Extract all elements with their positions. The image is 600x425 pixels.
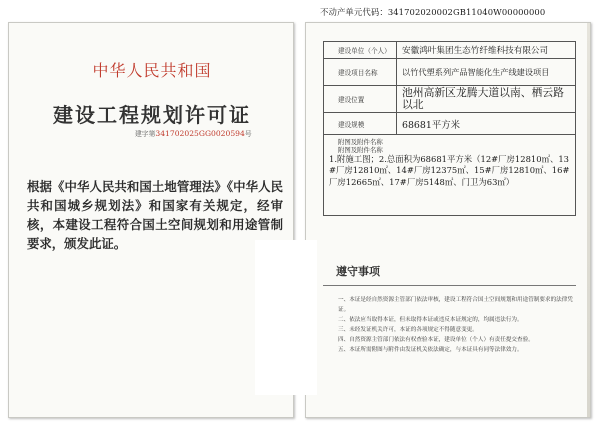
property-unit-code (320, 6, 592, 20)
row-key: 建设规模 (324, 113, 397, 134)
page-edge (587, 23, 590, 417)
redaction-block (255, 240, 317, 395)
row-key: 建设单位（个人） (324, 42, 397, 58)
row-key: 建设位置 (324, 86, 397, 112)
row-value: 以竹代塑系列产品智能化生产线建设项目 (402, 66, 550, 77)
certificate-number (135, 128, 287, 140)
attachments-label (338, 138, 383, 154)
table-row (324, 42, 575, 59)
row-value: 68681平方米 (402, 119, 460, 131)
attachments-text: 1.附施工图；2.总面积为68681平方米（12#厂房12810㎡、13#厂房12810㎡、14#厂房12375㎡、15#厂房12810㎡、16#厂房12665㎡、17#厂房5148㎡、门卫为63㎡） (329, 154, 570, 187)
list-item: 五、本证所需附图与附件由发证机关依法确定，与本证具有同等法律效力。 (338, 347, 523, 354)
row-key: 建设项目名称 (324, 59, 397, 85)
table-row (324, 86, 575, 113)
list-item: 一、本证是经自然资源主管部门依法审核，建设工程符合国土空间规划和用途管制要求的法律凭证。 (338, 297, 573, 313)
property-unit-code-value: 341702020002GB11040W00000000 (387, 7, 546, 17)
notice-list (338, 296, 578, 357)
right-page (305, 22, 591, 418)
certificate-title: 建设工程规划许可证 (53, 103, 251, 127)
notice-divider (323, 285, 576, 286)
table-row (324, 59, 575, 86)
certificate-number-value: 341702025GG0020594 (155, 129, 245, 138)
list-item: 二、依法应当取得本证，但未取得本证或违反本证规定的，均属违法行为。 (338, 316, 523, 323)
row-value: 池州高新区龙腾大道以南、栖云路以北 (402, 86, 564, 111)
project-info-table (323, 41, 576, 216)
table-row (324, 113, 575, 135)
property-unit-code-label: 不动产单元代码： (320, 7, 388, 17)
country-heading: 中华人民共和国 (92, 61, 212, 80)
attachments-label-line: 附图及附件名称 (338, 146, 383, 154)
list-item: 三、未经发证机关许可，本证的各项规定不得随意变更。 (338, 326, 478, 333)
row-value: 安徽鸿叶集团生态竹纤维科技有限公司 (402, 46, 549, 56)
certificate-number-label: 建字第 (135, 130, 156, 138)
certificate-number-suffix: 号 (244, 130, 252, 138)
certificate-body-text: 根据《中华人民共和国土地管理法》《中华人民共和国城乡规划法》和国家有关规定，经审核，本建设工程符合国土空间规划和用途管制要求，颁发此证。 (27, 179, 283, 251)
left-page (8, 22, 294, 418)
list-item: 四、自然资源主管部门依法有权查验本证，建设单位（个人）有责任提交查验。 (338, 337, 534, 344)
attachments-label-line: 附图及附件名称 (338, 138, 383, 146)
notice-title: 遵守事项 (336, 265, 380, 278)
